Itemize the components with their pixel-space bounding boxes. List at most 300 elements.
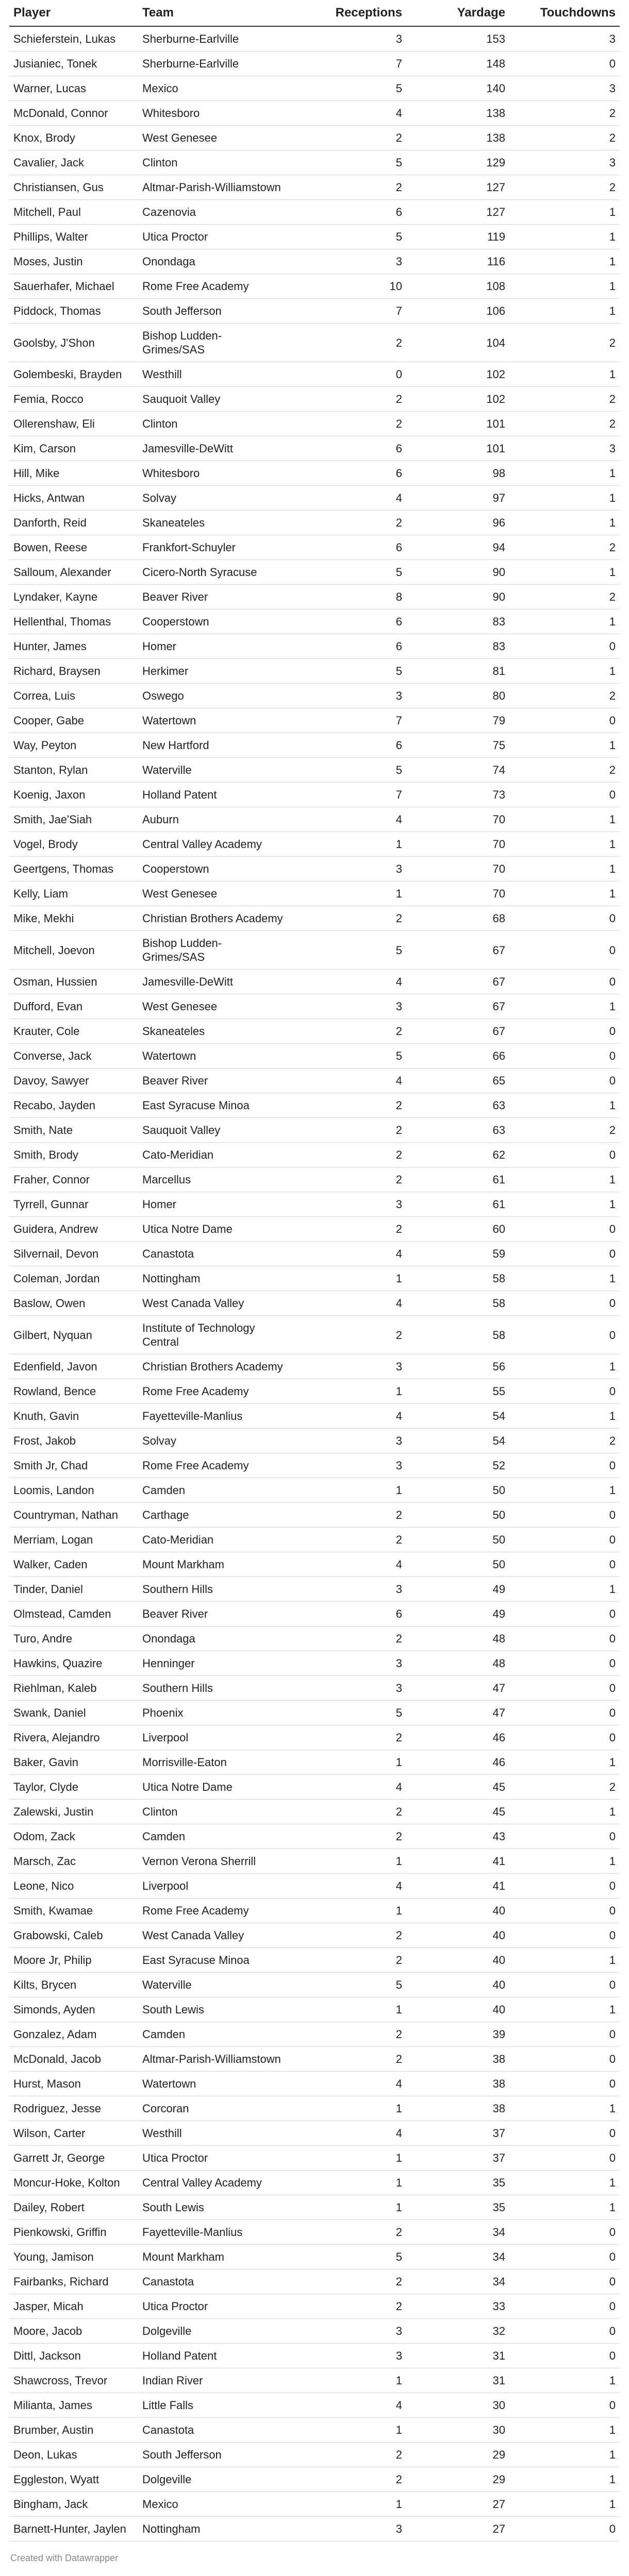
cell-receptions: 6 (288, 609, 406, 634)
cell-team: West Genesee (138, 882, 288, 906)
cell-yardage: 45 (406, 1775, 509, 1800)
cell-team: Clinton (138, 150, 288, 175)
cell-touchdowns: 1 (509, 560, 620, 585)
table-row (9, 249, 620, 274)
cell-yardage: 31 (406, 2344, 509, 2368)
cell-receptions: 2 (288, 1118, 406, 1143)
cell-touchdowns: 2 (509, 1118, 620, 1143)
cell-touchdowns: 1 (509, 2195, 620, 2220)
cell-player: Grabowski, Caleb (9, 1923, 138, 1948)
cell-receptions: 2 (288, 1503, 406, 1528)
cell-team: Canastota (138, 2269, 288, 2294)
cell-touchdowns: 0 (509, 1676, 620, 1701)
cell-team: Southern Hills (138, 1676, 288, 1701)
cell-receptions: 4 (288, 2072, 406, 2096)
cell-yardage: 90 (406, 585, 509, 609)
cell-yardage: 39 (406, 2022, 509, 2047)
cell-team: Solvay (138, 1429, 288, 1453)
cell-team: Nottingham (138, 1266, 288, 1291)
table-row (9, 1266, 620, 1291)
table-row (9, 758, 620, 783)
cell-touchdowns: 0 (509, 634, 620, 659)
header-receptions[interactable]: Receptions (288, 0, 406, 26)
cell-receptions: 1 (288, 1849, 406, 1874)
cell-yardage: 37 (406, 2121, 509, 2146)
cell-player: McDonald, Jacob (9, 2047, 138, 2072)
table-row (9, 1069, 620, 1093)
cell-receptions: 3 (288, 1453, 406, 1478)
cell-yardage: 80 (406, 684, 509, 708)
cell-team: Little Falls (138, 2393, 288, 2418)
cell-touchdowns: 1 (509, 609, 620, 634)
cell-receptions: 2 (288, 126, 406, 150)
cell-receptions: 4 (288, 807, 406, 832)
cell-player: Knuth, Gavin (9, 1404, 138, 1429)
cell-player: Golembeski, Brayden (9, 362, 138, 387)
cell-touchdowns: 2 (509, 684, 620, 708)
cell-team: Auburn (138, 807, 288, 832)
cell-receptions: 6 (288, 634, 406, 659)
cell-team: Institute of Technology Central (138, 1316, 288, 1354)
cell-receptions: 3 (288, 857, 406, 882)
cell-player: Schieferstein, Lukas (9, 26, 138, 52)
cell-team: Skaneateles (138, 511, 288, 535)
table-body (9, 26, 620, 2541)
cell-touchdowns: 1 (509, 807, 620, 832)
cell-touchdowns: 1 (509, 882, 620, 906)
cell-player: Kilts, Brycen (9, 1973, 138, 1997)
cell-team: Homer (138, 1192, 288, 1217)
cell-yardage: 102 (406, 362, 509, 387)
cell-touchdowns: 0 (509, 1923, 620, 1948)
cell-team: Central Valley Academy (138, 2171, 288, 2195)
table-row (9, 1354, 620, 1379)
cell-receptions: 2 (288, 2220, 406, 2245)
cell-touchdowns: 1 (509, 659, 620, 684)
cell-touchdowns: 0 (509, 1291, 620, 1316)
cell-touchdowns: 0 (509, 1899, 620, 1923)
cell-player: Garrett Jr, George (9, 2146, 138, 2171)
cell-yardage: 70 (406, 807, 509, 832)
cell-team: South Jefferson (138, 2443, 288, 2467)
header-row (9, 0, 620, 26)
cell-yardage: 96 (406, 511, 509, 535)
cell-touchdowns: 0 (509, 1552, 620, 1577)
table-row (9, 412, 620, 436)
cell-receptions: 2 (288, 1725, 406, 1750)
cell-yardage: 38 (406, 2072, 509, 2096)
table-row (9, 2072, 620, 2096)
table-row (9, 560, 620, 585)
table-row (9, 2467, 620, 2492)
cell-player: Zalewski, Justin (9, 1800, 138, 1824)
cell-team: Holland Patent (138, 783, 288, 807)
cell-team: Utica Proctor (138, 2294, 288, 2319)
cell-yardage: 41 (406, 1849, 509, 1874)
cell-team: Watertown (138, 2072, 288, 2096)
table-row (9, 2146, 620, 2171)
cell-touchdowns: 2 (509, 126, 620, 150)
cell-player: Walker, Caden (9, 1552, 138, 1577)
cell-team: Christian Brothers Academy (138, 1354, 288, 1379)
cell-yardage: 54 (406, 1404, 509, 1429)
cell-yardage: 40 (406, 1997, 509, 2022)
cell-yardage: 35 (406, 2195, 509, 2220)
cell-player: Stanton, Rylan (9, 758, 138, 783)
cell-team: East Syracuse Minoa (138, 1093, 288, 1118)
table-row (9, 436, 620, 461)
cell-yardage: 46 (406, 1725, 509, 1750)
cell-team: East Syracuse Minoa (138, 1948, 288, 1973)
cell-player: Edenfield, Javon (9, 1354, 138, 1379)
table-row (9, 2047, 620, 2072)
cell-touchdowns: 0 (509, 931, 620, 970)
cell-player: Christiansen, Gus (9, 175, 138, 200)
cell-yardage: 104 (406, 324, 509, 362)
cell-team: Cato-Meridian (138, 1143, 288, 1167)
cell-player: Phillips, Walter (9, 225, 138, 249)
cell-receptions: 1 (288, 2146, 406, 2171)
cell-touchdowns: 0 (509, 1453, 620, 1478)
cell-touchdowns: 2 (509, 175, 620, 200)
cell-team: Clinton (138, 412, 288, 436)
cell-touchdowns: 0 (509, 2022, 620, 2047)
cell-player: Tinder, Daniel (9, 1577, 138, 1602)
table-row (9, 1453, 620, 1478)
cell-team: Bishop Ludden-Grimes/SAS (138, 931, 288, 970)
table-row (9, 2418, 620, 2443)
cell-yardage: 30 (406, 2418, 509, 2443)
cell-touchdowns: 0 (509, 1725, 620, 1750)
cell-touchdowns: 0 (509, 2146, 620, 2171)
cell-team: Southern Hills (138, 1577, 288, 1602)
cell-touchdowns: 1 (509, 832, 620, 857)
cell-touchdowns: 0 (509, 1044, 620, 1069)
cell-player: Jusianiec, Tonek (9, 52, 138, 76)
cell-touchdowns: 1 (509, 733, 620, 758)
cell-receptions: 4 (288, 1404, 406, 1429)
table-row (9, 52, 620, 76)
cell-touchdowns: 1 (509, 2171, 620, 2195)
cell-receptions: 3 (288, 994, 406, 1019)
cell-player: Mitchell, Paul (9, 200, 138, 225)
table-row (9, 1044, 620, 1069)
cell-touchdowns: 0 (509, 1651, 620, 1676)
cell-team: Cooperstown (138, 857, 288, 882)
cell-team: Frankfort-Schuyler (138, 535, 288, 560)
cell-player: Davoy, Sawyer (9, 1069, 138, 1093)
table-row (9, 1849, 620, 1874)
cell-receptions: 5 (288, 1044, 406, 1069)
cell-receptions: 1 (288, 2195, 406, 2220)
cell-yardage: 38 (406, 2096, 509, 2121)
cell-touchdowns: 0 (509, 1528, 620, 1552)
cell-player: Mike, Mekhi (9, 906, 138, 931)
cell-touchdowns: 1 (509, 1354, 620, 1379)
cell-receptions: 2 (288, 1143, 406, 1167)
cell-receptions: 2 (288, 2294, 406, 2319)
cell-touchdowns: 0 (509, 1379, 620, 1404)
table-row (9, 2096, 620, 2121)
cell-touchdowns: 1 (509, 2467, 620, 2492)
cell-receptions: 5 (288, 1973, 406, 1997)
cell-player: Hicks, Antwan (9, 486, 138, 511)
cell-receptions: 6 (288, 200, 406, 225)
table-row (9, 1316, 620, 1354)
cell-team: Skaneateles (138, 1019, 288, 1044)
table-row (9, 2393, 620, 2418)
cell-touchdowns: 1 (509, 2096, 620, 2121)
table-row (9, 1824, 620, 1849)
cell-team: Beaver River (138, 1069, 288, 1093)
table-row (9, 1528, 620, 1552)
cell-touchdowns: 2 (509, 101, 620, 126)
cell-player: Richard, Braysen (9, 659, 138, 684)
cell-touchdowns: 2 (509, 535, 620, 560)
cell-yardage: 79 (406, 708, 509, 733)
header-player[interactable]: Player (9, 0, 138, 26)
cell-touchdowns: 1 (509, 2443, 620, 2467)
cell-yardage: 49 (406, 1602, 509, 1626)
cell-receptions: 5 (288, 560, 406, 585)
table-row (9, 2171, 620, 2195)
cell-team: Beaver River (138, 1602, 288, 1626)
cell-player: Warner, Lucas (9, 76, 138, 101)
cell-receptions: 4 (288, 1775, 406, 1800)
cell-team: Fayetteville-Manlius (138, 2220, 288, 2245)
cell-receptions: 2 (288, 2443, 406, 2467)
cell-player: Marsch, Zac (9, 1849, 138, 1874)
header-yardage[interactable]: Yardage (406, 0, 509, 26)
cell-player: Moses, Justin (9, 249, 138, 274)
cell-yardage: 27 (406, 2517, 509, 2541)
table-row (9, 1552, 620, 1577)
cell-team: West Canada Valley (138, 1923, 288, 1948)
cell-player: Guidera, Andrew (9, 1217, 138, 1242)
cell-touchdowns: 1 (509, 1093, 620, 1118)
cell-receptions: 6 (288, 436, 406, 461)
cell-yardage: 63 (406, 1118, 509, 1143)
cell-player: Correa, Luis (9, 684, 138, 708)
cell-receptions: 4 (288, 486, 406, 511)
cell-player: Gilbert, Nyquan (9, 1316, 138, 1354)
table-row (9, 2195, 620, 2220)
cell-player: Rowland, Bence (9, 1379, 138, 1404)
table-row (9, 1404, 620, 1429)
cell-team: Camden (138, 1478, 288, 1503)
cell-yardage: 106 (406, 299, 509, 324)
cell-yardage: 67 (406, 994, 509, 1019)
cell-team: South Lewis (138, 1997, 288, 2022)
cell-yardage: 138 (406, 126, 509, 150)
table-row (9, 126, 620, 150)
cell-team: Dolgeville (138, 2467, 288, 2492)
cell-touchdowns: 0 (509, 2517, 620, 2541)
cell-touchdowns: 1 (509, 225, 620, 249)
header-team[interactable]: Team (138, 0, 288, 26)
cell-player: Dufford, Evan (9, 994, 138, 1019)
cell-player: Barnett-Hunter, Jaylen (9, 2517, 138, 2541)
cell-receptions: 1 (288, 1750, 406, 1775)
cell-touchdowns: 1 (509, 2368, 620, 2393)
cell-touchdowns: 0 (509, 2047, 620, 2072)
cell-yardage: 49 (406, 1577, 509, 1602)
cell-touchdowns: 2 (509, 1429, 620, 1453)
cell-player: Smith, Nate (9, 1118, 138, 1143)
cell-touchdowns: 0 (509, 1874, 620, 1899)
cell-touchdowns: 0 (509, 2344, 620, 2368)
cell-player: Leone, Nico (9, 1874, 138, 1899)
cell-player: Recabo, Jayden (9, 1093, 138, 1118)
table-row (9, 906, 620, 931)
cell-touchdowns: 1 (509, 1750, 620, 1775)
cell-team: Utica Notre Dame (138, 1775, 288, 1800)
cell-player: Hurst, Mason (9, 2072, 138, 2096)
cell-team: West Genesee (138, 126, 288, 150)
table-row (9, 1800, 620, 1824)
cell-yardage: 61 (406, 1192, 509, 1217)
cell-receptions: 3 (288, 2344, 406, 2368)
table-row (9, 1143, 620, 1167)
cell-touchdowns: 0 (509, 1316, 620, 1354)
table-row (9, 1874, 620, 1899)
cell-yardage: 73 (406, 783, 509, 807)
cell-yardage: 138 (406, 101, 509, 126)
table-row (9, 684, 620, 708)
cell-receptions: 6 (288, 733, 406, 758)
cell-team: Waterville (138, 1973, 288, 1997)
header-touchdowns[interactable]: Touchdowns (509, 0, 620, 26)
table-row (9, 1973, 620, 1997)
cell-yardage: 67 (406, 1019, 509, 1044)
table-row (9, 535, 620, 560)
table-row (9, 200, 620, 225)
cell-touchdowns: 1 (509, 1997, 620, 2022)
cell-receptions: 2 (288, 324, 406, 362)
cell-player: Hunter, James (9, 634, 138, 659)
cell-yardage: 46 (406, 1750, 509, 1775)
table-row (9, 1019, 620, 1044)
cell-touchdowns: 2 (509, 585, 620, 609)
cell-receptions: 3 (288, 2319, 406, 2344)
cell-team: Cazenovia (138, 200, 288, 225)
table-row (9, 274, 620, 299)
cell-receptions: 4 (288, 1552, 406, 1577)
cell-player: Knox, Brody (9, 126, 138, 150)
table-row (9, 1379, 620, 1404)
cell-touchdowns: 1 (509, 461, 620, 486)
cell-yardage: 70 (406, 832, 509, 857)
cell-player: Baslow, Owen (9, 1291, 138, 1316)
cell-yardage: 119 (406, 225, 509, 249)
table-row (9, 2245, 620, 2269)
cell-touchdowns: 0 (509, 1824, 620, 1849)
cell-receptions: 3 (288, 1429, 406, 1453)
cell-receptions: 2 (288, 2022, 406, 2047)
cell-team: Christian Brothers Academy (138, 906, 288, 931)
cell-touchdowns: 1 (509, 1849, 620, 1874)
table-row (9, 832, 620, 857)
table-row (9, 882, 620, 906)
cell-player: Geertgens, Thomas (9, 857, 138, 882)
cell-receptions: 5 (288, 758, 406, 783)
cell-touchdowns: 1 (509, 249, 620, 274)
cell-receptions: 3 (288, 684, 406, 708)
table-row (9, 1429, 620, 1453)
cell-yardage: 31 (406, 2368, 509, 2393)
table-row (9, 2269, 620, 2294)
cell-team: Rome Free Academy (138, 274, 288, 299)
footer-credit: Created with Datawrapper (10, 2553, 119, 2563)
cell-player: Kim, Carson (9, 436, 138, 461)
cell-yardage: 33 (406, 2294, 509, 2319)
table-row (9, 1503, 620, 1528)
table-row (9, 387, 620, 412)
cell-touchdowns: 0 (509, 52, 620, 76)
cell-yardage: 62 (406, 1143, 509, 1167)
cell-yardage: 148 (406, 52, 509, 76)
cell-yardage: 38 (406, 2047, 509, 2072)
cell-yardage: 81 (406, 659, 509, 684)
cell-receptions: 2 (288, 1824, 406, 1849)
table-row (9, 1948, 620, 1973)
cell-player: Ollerenshaw, Eli (9, 412, 138, 436)
cell-player: Loomis, Landon (9, 1478, 138, 1503)
cell-touchdowns: 0 (509, 1503, 620, 1528)
cell-receptions: 8 (288, 585, 406, 609)
table-row (9, 175, 620, 200)
cell-receptions: 3 (288, 26, 406, 52)
cell-yardage: 27 (406, 2492, 509, 2517)
cell-player: Cavalier, Jack (9, 150, 138, 175)
cell-touchdowns: 3 (509, 436, 620, 461)
cell-team: Liverpool (138, 1725, 288, 1750)
table-row (9, 1923, 620, 1948)
cell-receptions: 2 (288, 1093, 406, 1118)
table-row (9, 2517, 620, 2541)
cell-team: Rome Free Academy (138, 1899, 288, 1923)
cell-receptions: 3 (288, 1651, 406, 1676)
cell-team: Marcellus (138, 1167, 288, 1192)
cell-receptions: 3 (288, 1354, 406, 1379)
table-row (9, 1676, 620, 1701)
cell-player: Hill, Mike (9, 461, 138, 486)
table-row (9, 1725, 620, 1750)
cell-team: Onondaga (138, 249, 288, 274)
cell-receptions: 2 (288, 387, 406, 412)
cell-player: Converse, Jack (9, 1044, 138, 1069)
cell-yardage: 70 (406, 882, 509, 906)
cell-yardage: 35 (406, 2171, 509, 2195)
cell-player: Smith, Brody (9, 1143, 138, 1167)
table-row (9, 2022, 620, 2047)
cell-yardage: 40 (406, 1899, 509, 1923)
cell-receptions: 6 (288, 1602, 406, 1626)
cell-player: Tyrrell, Gunnar (9, 1192, 138, 1217)
cell-yardage: 58 (406, 1266, 509, 1291)
cell-team: Fayetteville-Manlius (138, 1404, 288, 1429)
cell-touchdowns: 0 (509, 1602, 620, 1626)
cell-player: Turo, Andre (9, 1626, 138, 1651)
cell-yardage: 59 (406, 1242, 509, 1266)
cell-team: Altmar-Parish-Williamstown (138, 2047, 288, 2072)
cell-team: Vernon Verona Sherrill (138, 1849, 288, 1874)
cell-touchdowns: 0 (509, 2319, 620, 2344)
cell-player: Goolsby, J'Shon (9, 324, 138, 362)
cell-touchdowns: 1 (509, 1192, 620, 1217)
cell-yardage: 65 (406, 1069, 509, 1093)
cell-receptions: 1 (288, 2492, 406, 2517)
